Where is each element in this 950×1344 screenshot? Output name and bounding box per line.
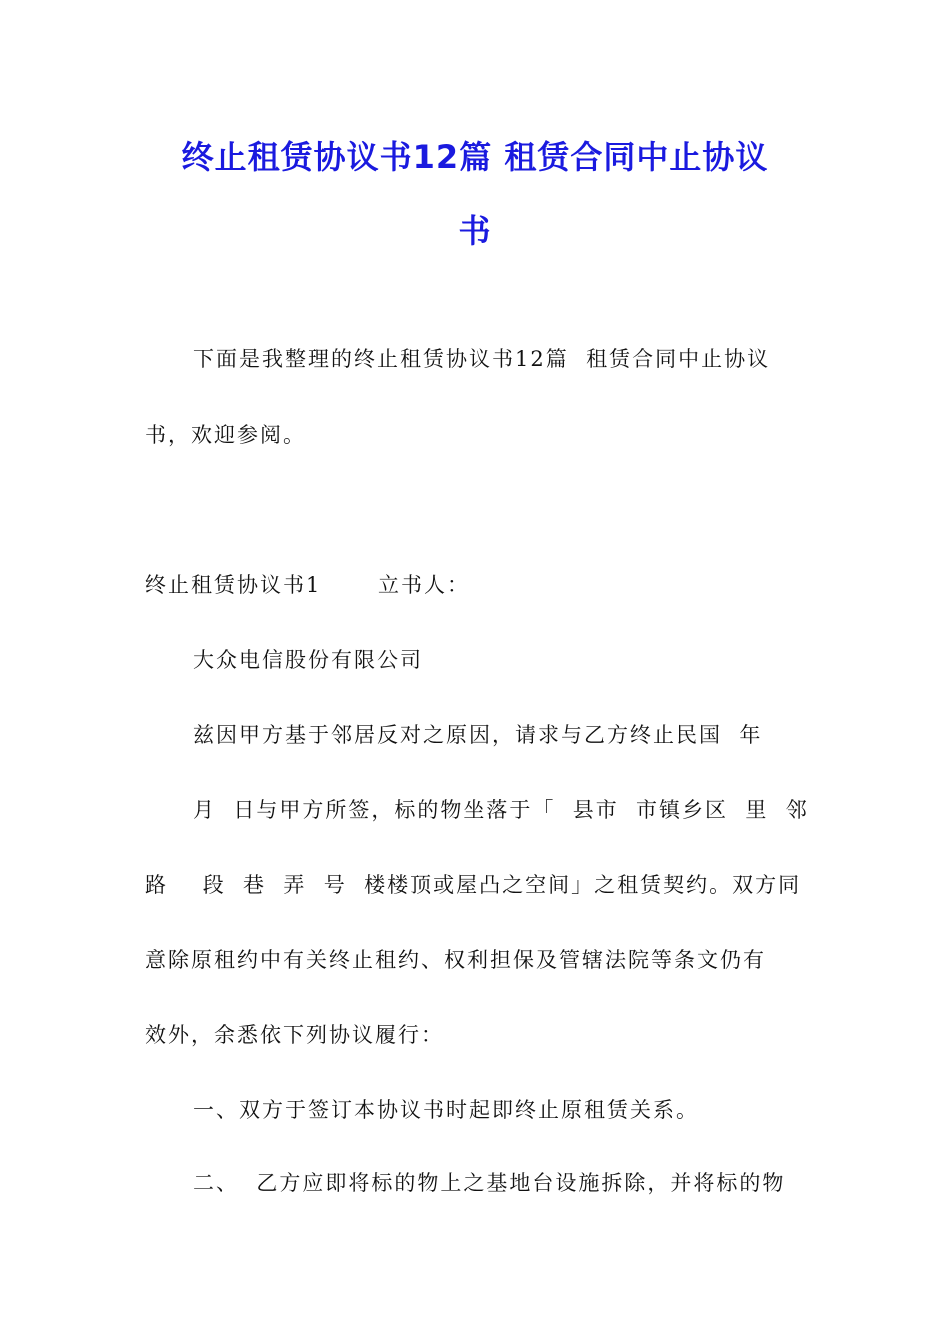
intro-line-2: 书，欢迎参阅。 <box>145 423 306 447</box>
paragraph-1-line-2: 月 日与甲方所签，标的物坐落于「 县市 市镇乡区 里 邻 <box>193 798 809 822</box>
company-name: 大众电信股份有限公司 <box>193 648 423 672</box>
paragraph-1-line-4: 意除原租约中有关终止租约、权利担保及管辖法院等条文仍有 <box>145 948 766 972</box>
document-title-line-2: 书 <box>458 212 492 250</box>
clause-2: 二、 乙方应即将标的物上之基地台设施拆除，并将标的物 <box>193 1171 786 1195</box>
paragraph-1-line-1: 兹因甲方基于邻居反对之原因，请求与乙方终止民国 年 <box>193 723 763 747</box>
paragraph-1-line-3: 路 段 巷 弄 号 楼楼顶或屋凸之空间」之租赁契约。双方同 <box>145 873 802 897</box>
intro-line-1: 下面是我整理的终止租赁协议书12篇 租赁合同中止协议 <box>193 347 771 371</box>
clause-1: 一、双方于签订本协议书时起即终止原租赁关系。 <box>193 1098 699 1122</box>
document-title-line-1: 终止租赁协议书12篇 租赁合同中止协议 <box>181 138 769 176</box>
section-heading: 终止租赁协议书1 <box>145 573 322 597</box>
paragraph-1-line-5: 效外，余悉依下列协议履行： <box>145 1023 444 1047</box>
section-heading-signatory: 立书人： <box>378 573 470 597</box>
